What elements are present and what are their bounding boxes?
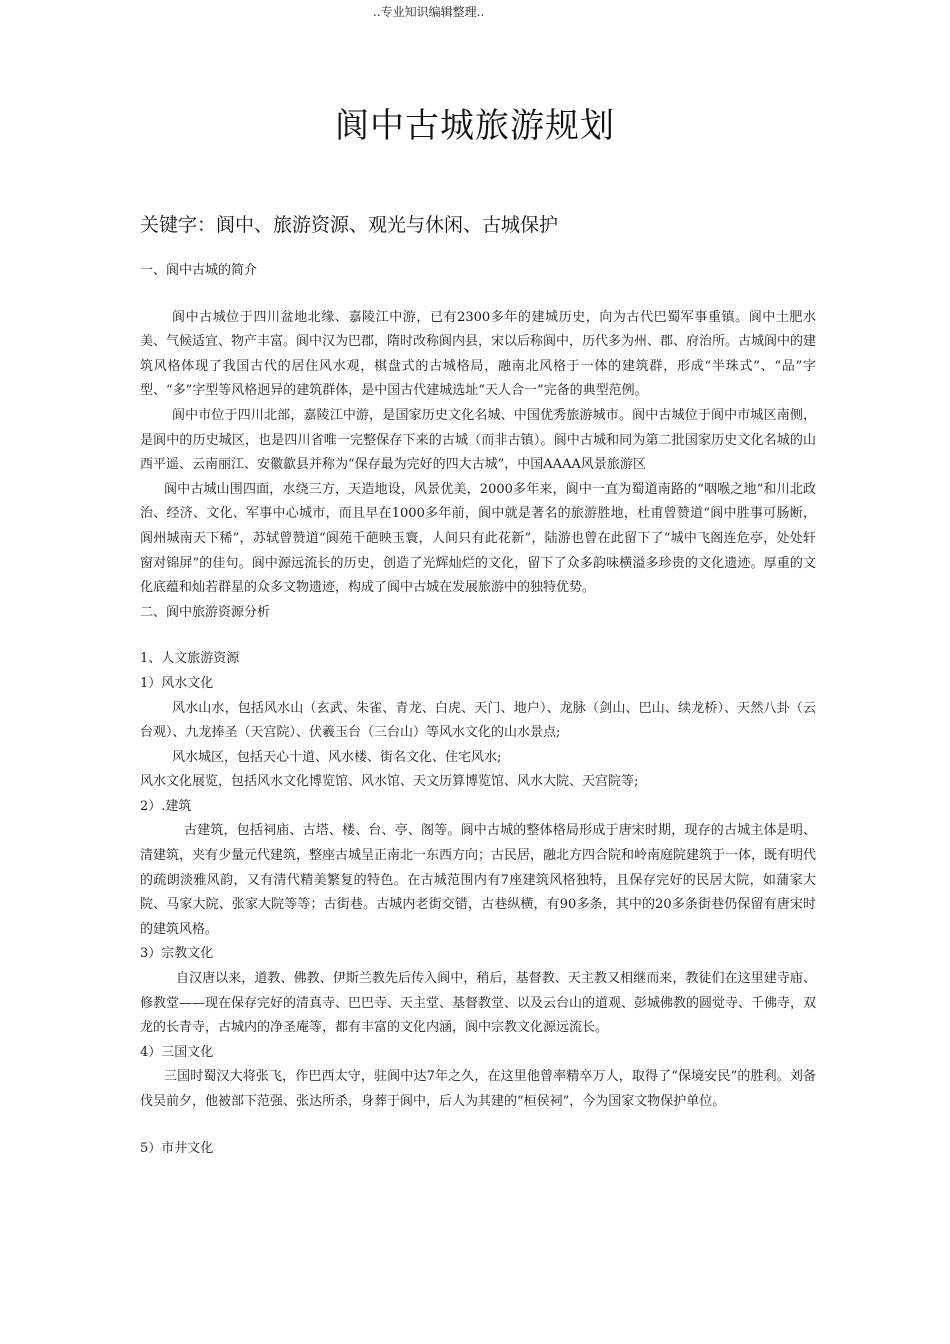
architecture-heading: 2）.建筑 (140, 798, 192, 814)
section-1-paragraph-3: 阆中古城山围四面，水绕三方，天造地设，风景优美，2000多年来，阆中一直为蜀道南路的“咽喉之地”和川北政治、经济、文化、军事中心城市，而且早在1000多年前，阆中就是著名的旅游胜地，杜甫曾赞道“阆中胜事可肠断，阆州城南天下稀”，苏轼曾赞道“阆苑千葩映玉寰，人间只有此花新”，陆游也曾在此留下了“城中飞阁连危亭，处处轩窗对锦屏”的佳句。阆中源远流长的历史，创造了光辉灿烂的文化，留下了众多韵味横溢多珍贵的文化遗迹。厚重的文化底蕴和灿若群星的众多文物遗迹，构成了阆中古城在发展旅游中的独特优势。 (140, 481, 816, 596)
three-kingdoms-heading: 4）三国文化 (140, 1044, 214, 1060)
header-note: ..专业知识编辑整理.. (373, 5, 485, 19)
religion-heading: 3）宗教文化 (140, 946, 214, 962)
document-body (140, 259, 816, 1161)
fengshui-paragraph-2: 风水城区，包括天心十道、风水楼、街名文化、住宅风水; (172, 749, 502, 765)
keywords-line: 关键字：阆中、旅游资源、观光与休闲、古城保护 (140, 214, 559, 236)
section-2-heading: 二、阆中旅游资源分析 (140, 604, 271, 620)
page-title: 阆中古城旅游规划 (335, 106, 615, 146)
subsection-humanities-heading: 1、人文旅游资源 (140, 651, 240, 667)
section-1-paragraph-2: 阆中市位于四川北部，嘉陵江中游，是国家历史文化名城、中国优秀旅游城市。阆中古城位于阆中市城区南侧，是阆中的历史城区，也是四川省唯一完整保存下来的古城（而非古镇）。阆中古城和同为第二批国家历史文化名城的山西平遥、云南丽江、安徽歙县并称为“保存最为完好的四大古城”，中国AAAA风景旅游区 (140, 407, 816, 473)
three-kingdoms-paragraph-1: 三国时蜀汉大将张飞，作巴西太守，驻阆中达7年之久，在这里他曾率精卒万人，取得了“保境安民”的胜利。刘备伐吴前夕，他被部下范强、张达所杀，身葬于阆中，后人为其建的“桓侯祠”，今为国家文物保护单位。 (140, 1069, 816, 1109)
fengshui-heading: 1）风水文化 (140, 675, 214, 691)
fengshui-paragraph-3: 风水文化展览，包括风水文化博览馆、风水馆、天文历算博览馆、风水大院、天宫院等; (140, 774, 639, 790)
market-culture-heading: 5）市井文化 (140, 1140, 214, 1156)
architecture-paragraph-1: 古建筑，包括祠庙、古塔、楼、台、亭、阁等。阆中古城的整体格局形成于唐宋时期，现存的古城主体是明、清建筑，夹有少量元代建筑，整座古城呈正南北一东西方向；古民居，融北方四合院和岭南庭院建筑于一体，既有明代的疏朗淡雅风韵，又有清代精美繁复的特色。在古城范围内有7座建筑风格独特，且保存完好的民居大院，如蒲家大院、马家大院、张家大院等等；古街巷。古城内老街交错，古巷纵横，有90多条，其中的20多条街巷仍保留有唐宋时的建筑风格。 (140, 823, 817, 937)
religion-paragraph-1: 自汉唐以来，道教、佛教、伊斯兰教先后传入阆中，稍后，基督教、天主教又相继而来，教徒们在这里建寺庙、修教堂——现在保存完好的清真寺、巴巴寺、天主堂、基督教堂、以及云台山的道观、彭城佛教的圆觉寺、千佛寺，双龙的长青寺，古城内的净圣庵等，都有丰富的文化内涵，阆中宗教文化源远流长。 (140, 971, 817, 1036)
section-1-paragraph-1: 阆中古城位于四川盆地北缘、嘉陵江中游，已有2300多年的建城历史，向为古代巴蜀军事重镇。阆中土肥水美、气候适宜、物产丰富。阆中汉为巴郡，隋时改称阆内县，宋以后称阆中，历代多为州、郡、府治所。古城阆中的建筑风格体现了我国古代的居住风水观，棋盘式的古城格局，融南北风格于一体的建筑群，形成“半珠式”、“品”字型、“多”字型等风格迥异的建筑群体，是中国古代建城选址“天人合一”完备的典型范例。 (140, 309, 817, 399)
fengshui-paragraph-1: 风水山水，包括风水山（玄武、朱雀、青龙、白虎、天门、地户）、龙脉（剑山、巴山、续龙桥）、天然八卦（云台观）、九龙捧圣（天宫院）、伏羲玉台（三台山）等风水文化的山水景点; (140, 700, 816, 741)
section-1-heading: 一、阆中古城的简介 (140, 263, 258, 278)
